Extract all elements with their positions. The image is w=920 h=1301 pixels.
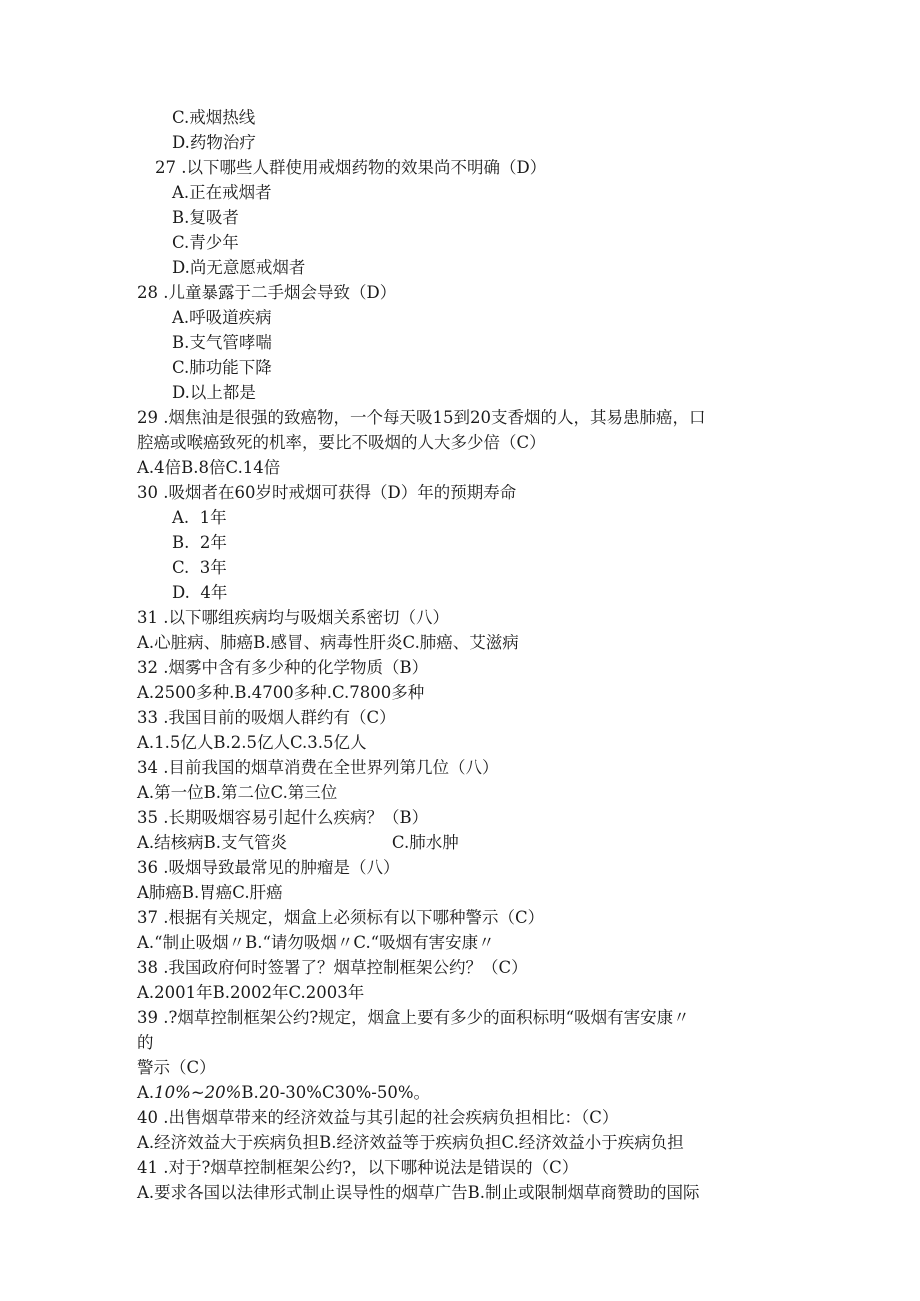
option-line: A.结核病B.支气管炎 C.肺水肿	[137, 833, 459, 852]
question-line: 40 .出售烟草带来的经济效益与其引起的社会疾病负担相比：（C）	[137, 1108, 619, 1127]
option-line: B.复吸者	[172, 208, 239, 227]
question-line: 30 .吸烟者在60岁时戒烟可获得（D）年的预期寿命	[137, 483, 517, 502]
question-line: 38 .我国政府何时签署了？烟草控制框架公约？（C）	[137, 958, 528, 977]
question-line: 35 .长期吸烟容易引起什么疾病？（B）	[137, 808, 429, 827]
option-line: A.呼吸道疾病	[172, 308, 272, 327]
question-line: 31 .以下哪组疾病均与吸烟关系密切（八）	[137, 608, 449, 627]
option-line: C. 3年	[172, 558, 227, 577]
question-line: 36 .吸烟导致最常见的肿瘤是（八）	[137, 858, 400, 877]
option-line	[137, 1080, 430, 1105]
question-line: 的	[137, 1033, 154, 1052]
option-line: D.药物治疗	[172, 133, 256, 152]
option-line: A.第一位B.第二位C.第三位	[137, 783, 338, 802]
option-italic: 10%~20%	[154, 1083, 242, 1102]
option-line: A.正在戒烟者	[172, 183, 272, 202]
question-line: 37 .根据有关规定，烟盒上必须标有以下哪种警示（C）	[137, 908, 545, 927]
question-line: 32 .烟雾中含有多少种的化学物质（B）	[137, 658, 429, 677]
option-line: A.4倍B.8倍C.14倍	[137, 458, 281, 477]
option-prefix: A.	[137, 1083, 155, 1102]
option-line: A.1.5亿人B.2.5亿人C.3.5亿人	[137, 733, 367, 752]
option-line: A.2500多种.B.4700多种.C.7800多种	[137, 683, 425, 702]
option-line: C.戒烟热线	[172, 108, 256, 127]
option-line: A.要求各国以法律形式制止误导性的烟草广告B.制止或限制烟草商赞助的国际	[137, 1183, 700, 1202]
option-line: D.尚无意愿戒烟者	[172, 258, 306, 277]
question-line: 41 .对于?烟草控制框架公约?，以下哪种说法是错误的（C）	[137, 1158, 579, 1177]
option-line: A.2001年B.2002年C.2003年	[137, 983, 365, 1002]
question-line: 34 .目前我国的烟草消费在全世界列第几位（八）	[137, 758, 499, 777]
option-line: C.肺功能下降	[172, 358, 272, 377]
option-line: A肺癌B.胃癌C.肝癌	[137, 883, 283, 902]
option-suffix: B.20-30%C30%-50%。	[241, 1083, 431, 1102]
question-line: 警示（C）	[137, 1058, 216, 1077]
option-line: A.心脏病、肺癌B.感冒、病毒性肝炎C.肺癌、艾滋病	[137, 633, 519, 652]
option-line: A.经济效益大于疾病负担B.经济效益等于疾病负担C.经济效益小于疾病负担	[137, 1133, 684, 1152]
question-line: 腔癌或喉癌致死的机率，要比不吸烟的人大多少倍（C）	[137, 433, 546, 452]
option-line: D. 4年	[172, 583, 228, 602]
option-line: B. 2年	[172, 533, 227, 552]
option-line: B.支气管哮喘	[172, 333, 272, 352]
question-line: 33 .我国目前的吸烟人群约有（C）	[137, 708, 396, 727]
option-line: A. 1年	[172, 508, 227, 527]
question-line: 28 .儿童暴露于二手烟会导致（D）	[137, 283, 397, 302]
question-line: 27 .以下哪些人群使用戒烟药物的效果尚不明确（D）	[155, 158, 547, 177]
option-line: C.青少年	[172, 233, 239, 252]
option-line: A.“制止吸烟〃B.“请勿吸烟〃C.“吸烟有害安康〃	[137, 933, 495, 952]
question-line: 29 .烟焦油是很强的致癌物，一个每天吸15到20支香烟的人，其易患肺癌，口	[137, 408, 706, 427]
option-line: D.以上都是	[172, 383, 256, 402]
question-line: 39 .?烟草控制框架公约?规定，烟盒上要有多少的面积标明“吸烟有害安康〃	[137, 1008, 690, 1027]
